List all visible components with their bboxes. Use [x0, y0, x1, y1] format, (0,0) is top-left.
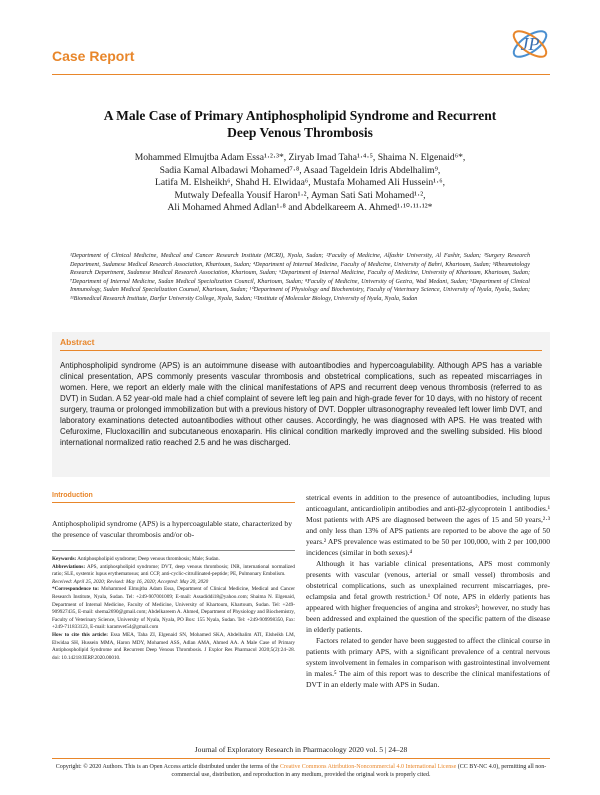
citation	[52, 632, 295, 662]
copyright	[52, 763, 550, 779]
corr-label: *Correspondence to:	[52, 586, 99, 593]
intro-paragraph: stetrical events in addition to the presence of autoantibodies, including lupus anticoagulant, anticardiolipin antibodies and anti-β2-glycoprotein 1 antibodies.¹ Most patients with APS are diagnosed between the ages of 15 and 50 years,²·³ and only less than 13% of APS patients are reported to be above the age of 50 years.² APS prevalence was estimated to be 50 per 100,000, with 2 per 100,000 incidences (similar in both sexes).⁴	[306, 493, 550, 557]
article-metadata	[52, 556, 295, 662]
keywords-label: Keywords:	[52, 556, 77, 562]
title-line-2: Deep Venous Thrombosis	[227, 125, 373, 140]
journal-footer: Journal of Exploratory Research in Pharmacology 2020 vol. 5 | 24–28	[194, 745, 408, 754]
copyright-pre: Copyright: © 2020 Authors. This is an Open Access article distributed under the terms of the	[55, 764, 279, 770]
abbrev-text: APS, antiphospholipid syndrome; DVT, deep venous thrombosis; INR, international normalized ratio; SLE, systemic lupus erythematosus; anti CCP, anti-cyclic-citrullinated-peptide; PE, Pulmonary Embolism.	[52, 563, 295, 578]
keywords	[52, 556, 295, 564]
abbrev-label: Abbreviations:	[52, 563, 86, 570]
abbreviations	[52, 564, 295, 579]
corr-text: Mohammed Elmujtba Adam Essa, Department of Clinical Medicine, Medical and Cancer Research Institute, Nyala, Sudan. Tel: +249-907001009; E-mail: Assadiddi18@yahoo.com; Shaima N. Elgenaid, Department of Internal Medicine, Faculty of Medicine, University of Khartoum, Khartoum, Sudan. Tel: +249-909927435, E-mail: shema2690@gmail.com; Abdelkareem A. Ahmed, Department of Physiology and Biochemistry, Faculty of Veterinary Science, University of Nyala, Nyala, PO Box: 155 Nyala, Sudan. Tel: +249-909998350, Fax: +249-711833123, E-mail: karamvet54@gmail.com	[52, 586, 296, 631]
license-link[interactable]: Creative Commons Attribution-Noncommercial 4.0 International License	[279, 764, 457, 770]
author-list	[70, 152, 530, 215]
author-line: Ali Mohamed Ahmed Adlan¹·⁸ and Abdelkareem A. Ahmed¹·¹⁰·¹¹·¹²*	[167, 202, 433, 214]
abstract-rule	[60, 350, 542, 351]
intro-paragraph: Factors related to gender have been suggested to affect the clinical course in patients with primary APS, with a significant prevalence of a central nervous system involvement in females in comparison with gastrointestinal involvement in males.⁵ The aim of this report was to describe the clinical manifestations of DVT in an elderly male with APS in Sudan.	[306, 636, 550, 689]
author-line: Sadia Kamal Albadawi Mohamed⁷·⁸, Asaad Tageldein Idris Abdelhalim⁹,	[159, 164, 441, 176]
dates: Received: April 25, 2020; Revised: May 16, 2020; Accepted: May 20, 2020	[52, 578, 209, 585]
intro-paragraph: Although it has variable clinical presentations, APS most commonly presents with vascular (venous, arterial or small vessel) thrombosis and obstetrical complications, such as unexplained recurrent miscarriages, pre-eclampsia and fetal growth restriction.¹ Of note, APS in elderly patients has appeared with higher frequencies of angina and strokes²; however, no study has been addressed and explained the question of the specific pattern of the disease in elderly patients.	[306, 559, 550, 634]
footer-rule	[52, 758, 550, 759]
affiliations: ¹Department of Clinical Medicine, Medical and Cancer Research Institute (MCRI), Nyala, Sudan; ²Faculty of Medicine, Alfashir University, Al Fashir, Sudan; ³Surgery Research Department, Sudanese Medical Research Association, Khartoum, Sudan; ⁴Department of Internal Medicine, Faculty of Medicine, University of Bahri, Khartoum, Sudan; ⁵Rheumatology Research Department, Sudanese Medical Research Association, Khartoum, Sudan; ⁶Department of Internal Medicine, Faculty of Medicine, University of Khartoum, Khartoum, Sudan; ⁷Department of Internal Medicine, Sudan Medical Specialization Council, Khartoum, Sudan; ⁸Faculty of Medicine, University of Gezira, Wad Medani, Sudan; ⁹Department of Clinical Immunology, Sudan Medical Specialization Counsel, Khartoum, Sudan; ¹⁰Department of Physiology and Biochemistry, Faculty of Veterinary Science, University of Nyala, Nyala, Sudan; ¹¹Biomedical Research Institute, Darfur University College, Nyala, Sudan; ¹²Institute of Molecular Biology, University of Nyala, Nyala, Sudan	[70, 253, 530, 302]
header-rule	[52, 74, 550, 75]
svg-text:JP: JP	[520, 34, 540, 54]
intro-rule	[52, 502, 295, 503]
cite-label: How to cite this article:	[52, 631, 109, 638]
cite-text: Essa MEA, Taha ZI, Elgenaid SN, Mohamed SKA, Abdelhalim ATI, Elsheikh LM, Elwidaa SH, Hussein MMA, Haron MDY, Mohamed ASS, Adlan AMA, Ahmed AA. A Male Case of Primary Antiphospholipid Syndrome and Recurrent Deep Venous Thrombosis. J Explor Res Pharmacol 2020;5(2):24–28. doi: 10.14218/JERP.2020.00010.	[52, 631, 295, 661]
author-line: Latifa M. Elsheikh⁶, Shahd H. Elwidaa⁶, Mustafa Mohamed Ali Hussein¹·⁶,	[154, 177, 445, 189]
abstract-heading: Abstract	[60, 337, 95, 347]
meta-rule	[52, 550, 295, 551]
author-line: Mutwaly Defealla Yousif Haron¹·², Ayman Sati Sati Mohamed¹·²,	[174, 189, 426, 201]
abstract-text: Antiphospholipid syndrome (APS) is an autoimmune disease with autoantibodies and hypercoagulability. Although APS has a variable clinical presentation, APS commonly presents vascular thrombosis and obstetrical complications, such as repeated miscarriages in women. Here, we report an elderly male with the clinical manifestations of APS and recurrent deep venous thrombosis (referred to as DVT) in Sudan. A 52 year-old male had a chief complaint of severe left leg pain and high-grade fever for 10 days, with no history of recent surgery, trauma or prolonged immobilization but with a previous history of DVT. Doppler ultrasonography revealed left lower limb DVT, and laboratory examinations detected autoantibodies without other causes. Accordingly, he was diagnosed with APS. He was treated with Cefuroxime, Flucloxacillin and subcutaneous enoxaparin. His clinical condition markedly improved and the swelling subsided. His blood international normalized ratio reached 2.5 and he was discharged.	[60, 361, 542, 447]
correspondence	[52, 586, 295, 632]
section-label: Case Report	[52, 48, 135, 64]
intro-heading: Introduction	[52, 492, 93, 499]
journal-logo	[508, 22, 552, 66]
copyright-post: (CC BY-NC 4.0), permitting all non-commercial use, distribution, and reproduction in any medium, provided the original work is properly cited.	[171, 764, 547, 778]
journal-logo-icon	[508, 22, 552, 66]
author-line: Mohammed Elmujtba Adam Essa¹·²·³*, Ziryab Imad Taha¹·⁴·⁵, Shaima N. Elgenaid⁶*,	[134, 152, 466, 163]
title-line-1: A Male Case of Primary Antiphospholipid Syndrome and Recurrent	[103, 108, 497, 123]
intro-left-text: Antiphospholipid syndrome (APS) is a hypercoagulable state, characterized by the presence of vascular thrombosis and/or ob-	[52, 519, 292, 539]
keywords-text: Antiphospholipid syndrome; Deep venous thrombosis; Male; Sudan.	[77, 556, 220, 562]
article-title	[60, 107, 540, 141]
intro-right-column	[306, 492, 550, 690]
